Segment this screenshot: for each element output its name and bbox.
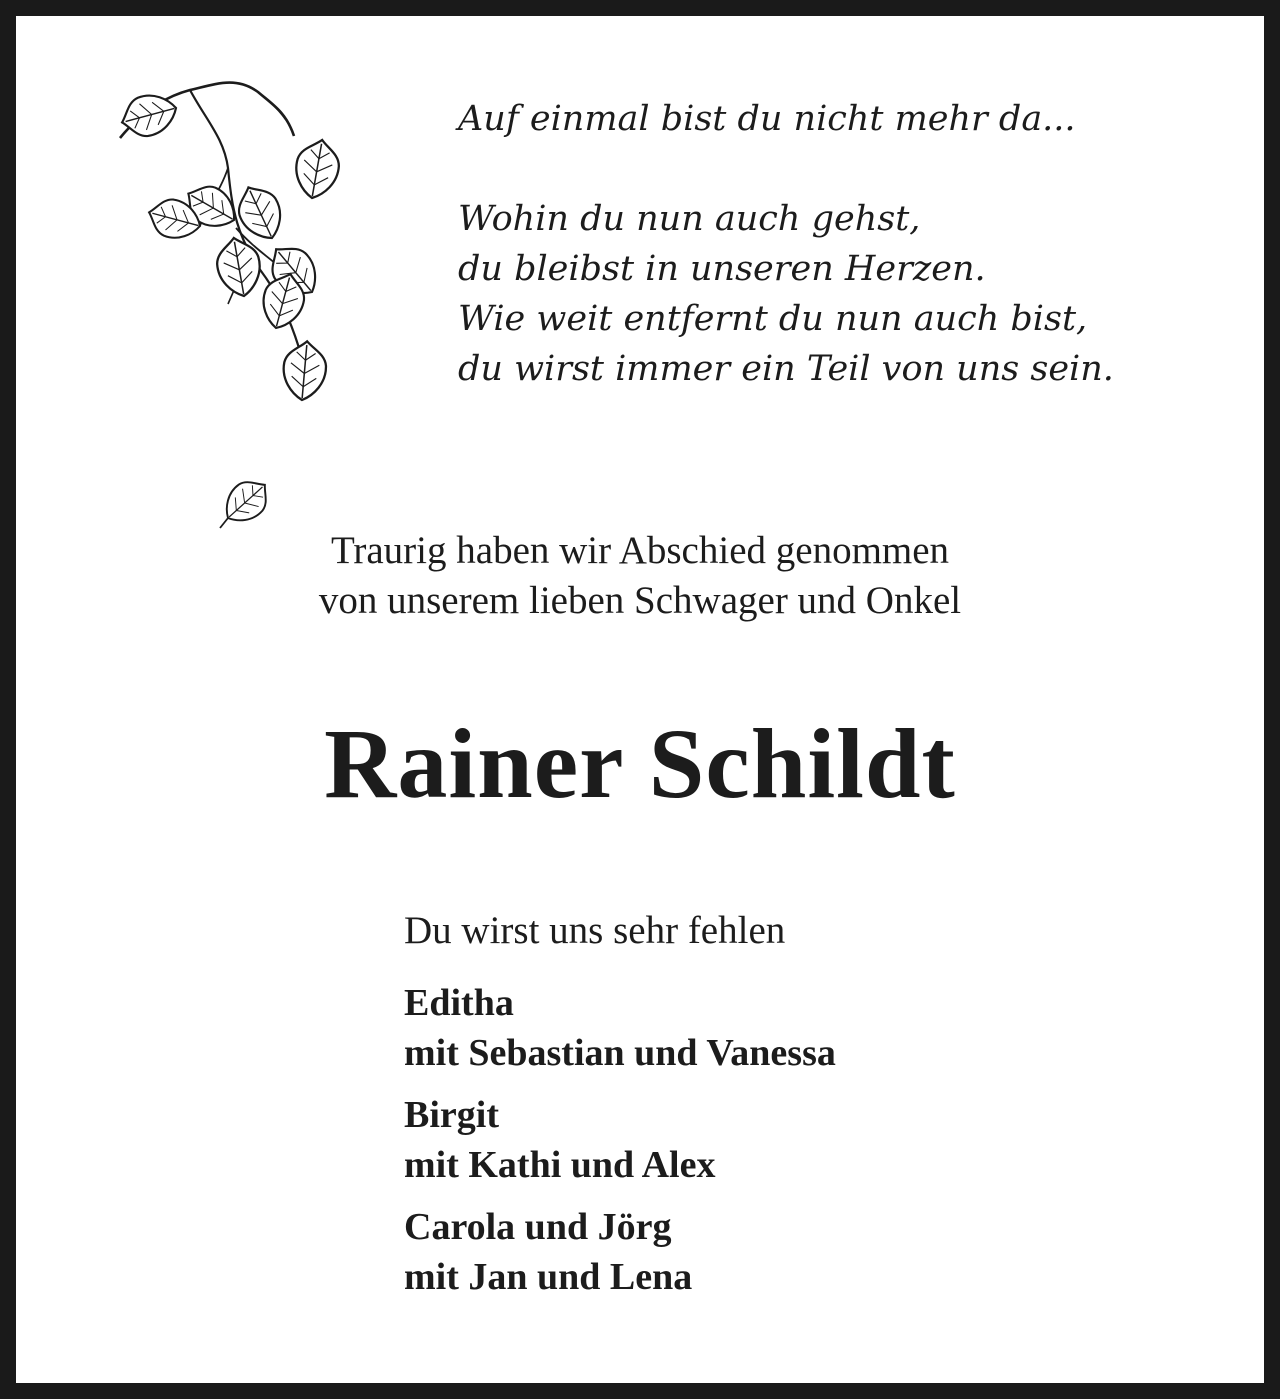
intro-line: von unserem lieben Schwager und Onkel (318, 579, 962, 622)
poem-line: du bleibst in unseren Herzen. (458, 249, 986, 289)
intro-line: Traurig haben wir Abschied genommen (330, 529, 950, 572)
intro-text (16, 526, 1264, 626)
signer-family: mit Sebastian und Vanessa (404, 1032, 836, 1074)
signer-family: mit Kathi und Alex (404, 1144, 716, 1186)
signer-group (404, 1202, 836, 1302)
signers-list (404, 978, 836, 1314)
signer-group (404, 1090, 836, 1190)
signer-family: mit Jan und Lena (404, 1256, 693, 1298)
birch-branch-icon (116, 68, 346, 538)
signer-name: Editha (404, 982, 514, 1024)
obituary-notice (16, 16, 1264, 1383)
poem-line: du wirst immer ein Teil von uns sein. (458, 349, 1114, 389)
poem-line: Wie weit entfernt du nun auch bist, (458, 299, 1088, 339)
signer-name: Birgit (404, 1094, 499, 1136)
signer-group (404, 978, 836, 1078)
deceased-name: Rainer Schildt (324, 708, 956, 819)
farewell-text: Du wirst uns sehr fehlen (404, 909, 786, 952)
poem-line: Auf einmal bist du nicht mehr da... (458, 99, 1076, 139)
poem (458, 94, 1114, 394)
signer-name: Carola und Jörg (404, 1206, 672, 1248)
poem-line: Wohin du nun auch gehst, (458, 199, 921, 239)
